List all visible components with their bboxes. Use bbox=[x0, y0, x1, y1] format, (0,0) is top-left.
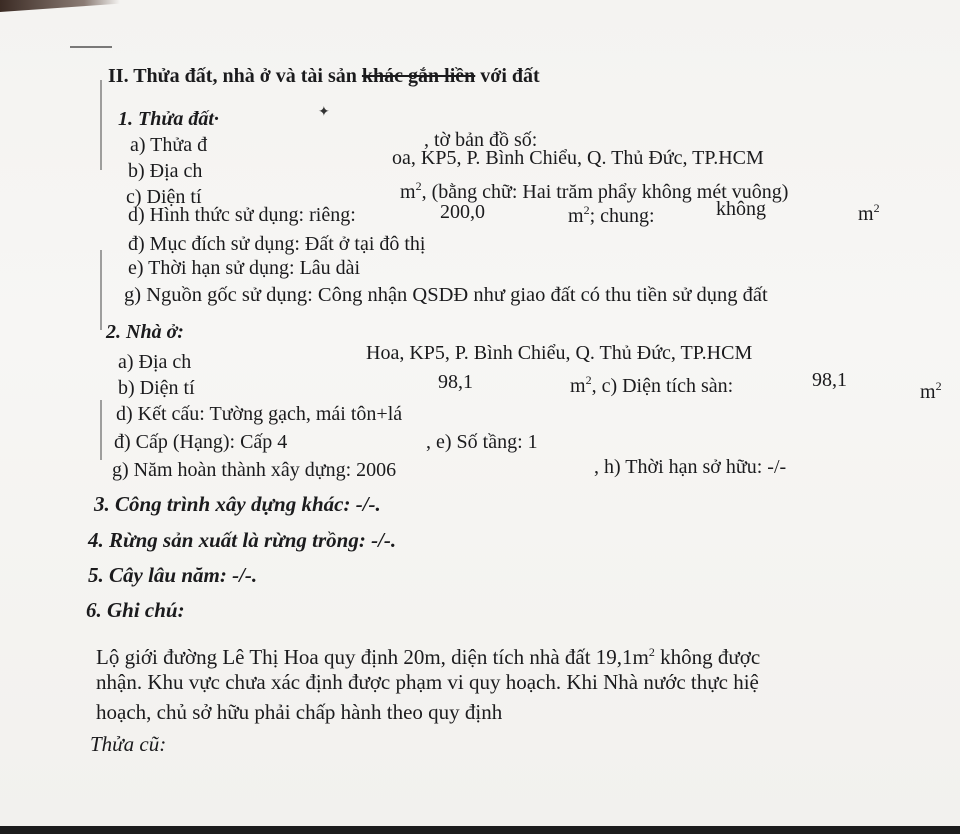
other-construction: 3. Công trình xây dựng khác: -/-. bbox=[94, 492, 381, 516]
page-bottom-edge bbox=[0, 826, 960, 834]
house-address-label: a) Địa ch bbox=[118, 351, 192, 373]
unit-superscript: 2 bbox=[415, 179, 422, 193]
land-address-value: oa, KP5, P. Bình Chiểu, Q. Thủ Đức, TP.HCM bbox=[392, 147, 764, 169]
margin-dash bbox=[70, 46, 112, 48]
house-area-value: 98,1 bbox=[438, 371, 473, 393]
perennial-trees: 5. Cây lâu năm: -/-. bbox=[88, 563, 258, 587]
unit-superscript: 2 bbox=[585, 373, 592, 387]
house-floors: , e) Số tầng: 1 bbox=[426, 431, 538, 453]
section-title-suffix: với đất bbox=[480, 65, 540, 87]
unit-superscript: 2 bbox=[583, 203, 590, 217]
land-plot-value: , tờ bản đồ số: bbox=[424, 129, 538, 151]
land-private-area: 200,0 bbox=[440, 201, 485, 223]
unit-m: m bbox=[568, 205, 584, 227]
unit-m: m bbox=[858, 203, 874, 225]
unit-superscript: 2 bbox=[648, 645, 655, 659]
land-area-label: c) Diện tí bbox=[126, 186, 202, 208]
house-structure: d) Kết cấu: Tường gạch, mái tôn+lá bbox=[116, 403, 403, 425]
unit-superscript: 2 bbox=[935, 379, 942, 393]
note-line-1-end: không được bbox=[654, 645, 761, 669]
section-title-prefix: II. Thửa đất, nhà ở và tài sản bbox=[108, 65, 357, 87]
house-grade: đ) Cấp (Hạng): Cấp 4 bbox=[114, 431, 288, 453]
note-line-2: nhận. Khu vực chưa xác định được phạm vi quy hoạch. Khi Nhà nước thực hiệ bbox=[96, 670, 759, 694]
land-origin: g) Nguồn gốc sử dụng: Công nhận QSDĐ như giao đất có thu tiền sử dụng đất bbox=[124, 284, 768, 306]
margin-rule bbox=[100, 80, 102, 170]
old-plot-label: Thửa cũ: bbox=[90, 732, 167, 756]
notes-heading: 6. Ghi chú: bbox=[86, 598, 185, 622]
unit-m: m bbox=[920, 381, 936, 403]
house-completion-year: g) Năm hoàn thành xây dựng: 2006 bbox=[112, 459, 397, 481]
house-floor-area-value: 98,1 bbox=[812, 369, 847, 391]
note-line-1 bbox=[96, 640, 760, 669]
land-common-label: ; chung: bbox=[589, 205, 655, 227]
section-title bbox=[108, 64, 540, 88]
house-ownership-term: , h) Thời hạn sở hữu: -/- bbox=[594, 456, 787, 478]
floor-area-label: , c) Diện tích sàn: bbox=[591, 375, 734, 397]
margin-rule bbox=[100, 250, 102, 330]
land-common-unit bbox=[858, 196, 880, 226]
land-area-unit: m bbox=[400, 181, 416, 203]
house-floor-area-label bbox=[570, 368, 733, 398]
land-address-label: b) Địa ch bbox=[128, 160, 203, 182]
note-line-3: hoạch, chủ sở hữu phải chấp hành theo quy định bbox=[96, 700, 503, 724]
land-purpose: đ) Mục đích sử dụng: Đất ở tại đô thị bbox=[128, 233, 426, 255]
torn-corner bbox=[0, 0, 120, 12]
house-floor-area-unit bbox=[920, 374, 942, 404]
land-area-words: , (bằng chữ: Hai trăm phẩy không mét vuông) bbox=[421, 181, 789, 203]
margin-rule bbox=[100, 400, 102, 460]
note-line-1-text: Lộ giới đường Lê Thị Hoa quy định 20m, diện tích nhà đất 19,1m bbox=[96, 645, 649, 669]
land-plot-label: a) Thửa đ bbox=[130, 134, 208, 156]
section-title-struck: khác gắn liền bbox=[361, 65, 476, 87]
land-private-unit bbox=[568, 198, 655, 228]
pen-mark: ✦ bbox=[318, 105, 330, 120]
land-heading: 1. Thửa đất· bbox=[118, 108, 219, 130]
land-common-value: không bbox=[716, 198, 766, 220]
unit-m: m bbox=[570, 375, 586, 397]
land-term: e) Thời hạn sử dụng: Lâu dài bbox=[128, 257, 361, 279]
house-address-value: Hoa, KP5, P. Bình Chiểu, Q. Thủ Đức, TP.HCM bbox=[366, 342, 753, 364]
house-area-label: b) Diện tí bbox=[118, 377, 195, 399]
land-use-form-label: d) Hình thức sử dụng: riêng: bbox=[128, 204, 356, 226]
unit-superscript: 2 bbox=[873, 201, 880, 215]
house-heading: 2. Nhà ở: bbox=[106, 321, 184, 343]
forest: 4. Rừng sản xuất là rừng trồng: -/-. bbox=[88, 528, 397, 552]
